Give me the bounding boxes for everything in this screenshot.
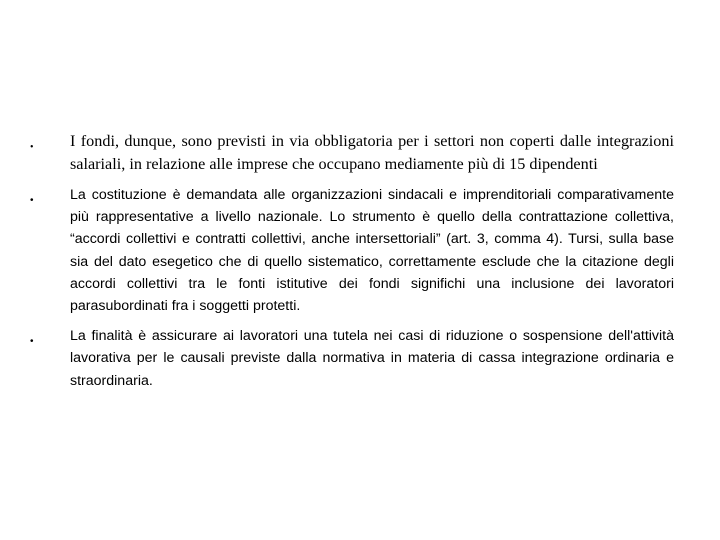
bullet-text: I fondi, dunque, sono previsti in via obbligatoria per i settori non coperti dalle integrazioni salariali, in relazione alle imprese che occupano mediamente più di 15 dipendenti xyxy=(70,132,674,173)
bullet-text: La costituzione è demandata alle organizzazioni sindacali e imprenditoriali comparativamente più rappresentative a livello nazionale. Lo strumento è quello della contrattazione collettiva, “accordi collettivi e contratti collettivi, anche intersettoriali” (art. 3, comma 4). Tursi, sulla base sia del dato esegetico che di quello sistematico, correttamente esclude che la citazione degli accordi collettivi tra le fonti istitutive dei fondi significhi una inclusione dei lavoratori parasubordinati fra i soggetti protetti. xyxy=(70,187,674,315)
bullet-item-costituzione xyxy=(30,184,674,317)
bullet-text: La finalità è assicurare ai lavoratori una tutela nei casi di riduzione o sospensione dell'attività lavorativa per le causali previste dalla normativa in materia di cassa integrazione ordinaria e straordinaria. xyxy=(70,328,674,389)
bullet-item-fondi xyxy=(30,130,674,175)
bullet-list xyxy=(30,130,674,400)
bullet-marker: • xyxy=(30,336,34,348)
bullet-marker: • xyxy=(30,195,34,206)
bullet-marker: • xyxy=(30,142,34,153)
bullet-item-finalita xyxy=(30,325,674,392)
